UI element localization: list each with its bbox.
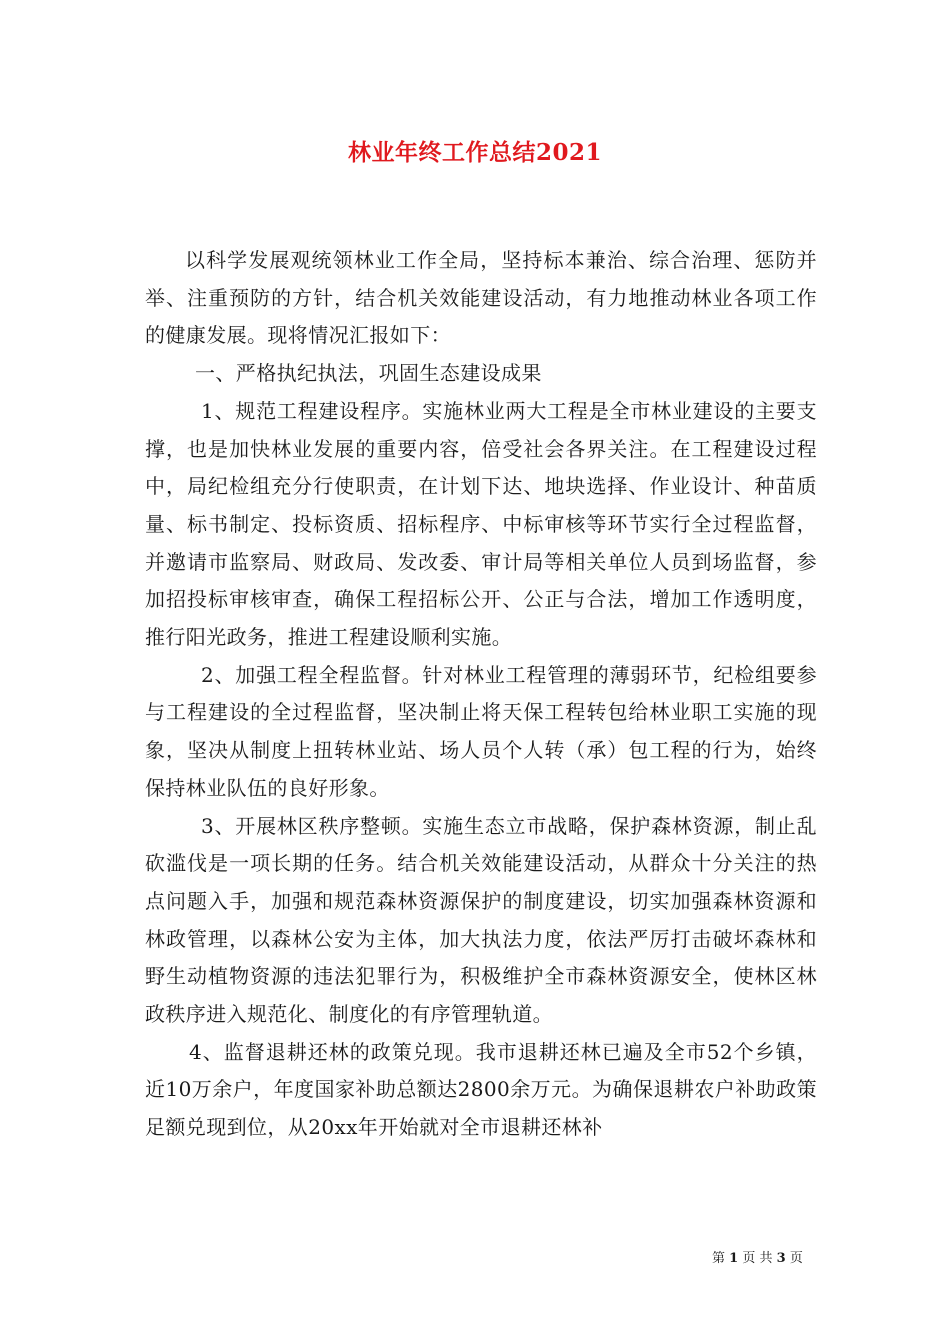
- footer-prefix: 第: [712, 1251, 726, 1266]
- footer-suffix: 页: [789, 1251, 803, 1266]
- document-body: [145, 242, 817, 1147]
- total-page-number: 3: [776, 1251, 786, 1266]
- page-footer: [712, 1247, 803, 1266]
- section-heading-1: 一、严格执纪执法，巩固生态建设成果: [195, 361, 542, 386]
- paragraph-item-1: 1、规范工程建设程序。实施林业两大工程是全市林业建设的主要支撑，也是加快林业发展的重要内容，倍受社会各界关注。在工程建设过程中，局纪检组充分行使职责，在计划下达、地块选择、作业设计、种苗质量、标书制定、投标资质、招标程序、中标审核等环节实行全过程监督，并邀请市监察局、财政局、发改委、审计局等相关单位人员到场监督，参加招投标审核审查，确保工程招标公开、公正与合法，增加工作透明度，推行阳光政务，推进工程建设顺利实施。: [145, 398, 817, 650]
- current-page-number: 1: [729, 1251, 739, 1266]
- paragraph-item-4: 4、监督退耕还林的政策兑现。我市退耕还林已遍及全市52个乡镇，近10万余户，年度国家补助总额达2800余万元。为确保退耕农户补助政策足额兑现到位，从20xx年开始就对全市退耕还林补: [145, 1039, 817, 1140]
- paragraph-item-3: 3、开展林区秩序整顿。实施生态立市战略，保护森林资源，制止乱砍滥伐是一项长期的任务。结合机关效能建设活动，从群众十分关注的热点问题入手，加强和规范森林资源保护的制度建设，切实加强森林资源和林政管理，以森林公安为主体，加大执法力度，依法严厉打击破坏森林和野生动植物资源的违法犯罪行为，积极维护全市森林资源安全，使林区林政秩序进入规范化、制度化的有序管理轨道。: [145, 813, 817, 1027]
- paragraph-item-2: 2、加强工程全程监督。针对林业工程管理的薄弱环节，纪检组要参与工程建设的全过程监督，坚决制止将天保工程转包给林业职工实施的现象，坚决从制度上扭转林业站、场人员个人转（承）包工程的行为，始终保持林业队伍的良好形象。: [145, 662, 817, 800]
- paragraph-intro: 以科学发展观统领林业工作全局，坚持标本兼治、综合治理、惩防并举、注重预防的方针，结合机关效能建设活动，有力地推动林业各项工作的健康发展。现将情况汇报如下：: [145, 248, 817, 348]
- footer-middle: 页 共: [742, 1251, 773, 1266]
- document-title: 林业年终工作总结2021: [347, 139, 602, 166]
